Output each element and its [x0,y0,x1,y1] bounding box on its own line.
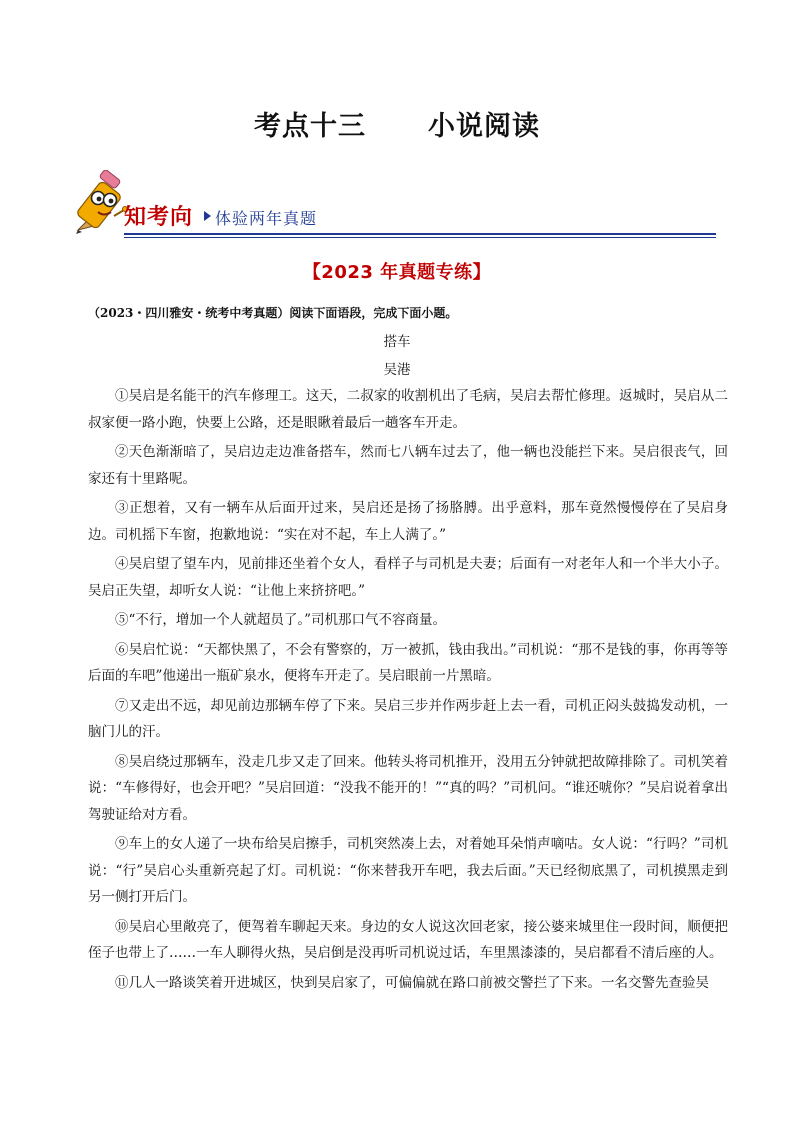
banner-subheading: 体验两年真题 [215,209,318,228]
paragraph: ①吴启是名能干的汽车修理工。这天，二叔家的收割机出了毛病，吴启去帮忙修理。返城时，吴启从二叔家便一路小跑，快要上公路，还是眼瞅着最后一趟客车开走。 [88,388,728,431]
paragraph: ⑪几人一路谈笑着开进城区，快到吴启家了，可偏偏就在路口前被交警拦了下来。一名交警先查验吴 [115,974,709,991]
paragraph: ⑥吴启忙说：“天都快黑了，不会有警察的，万一被抓，钱由我出。”司机说：“那不是钱的事，你再等等后面的车吧”他递出一瓶矿泉水，便将车开走了。吴启眼前一片黑暗。 [88,641,728,684]
paragraph: ④吴启望了望车内，见前排还坐着个女人，看样子与司机是夫妻；后面有一对老年人和一个半大小子。吴启正失望，却听女人说：“让他上来挤挤吧。” [88,556,728,599]
banner-rule-thin [124,237,716,238]
paragraph: ⑨车上的女人递了一块布给吴启擦手，司机突然凑上去，对着她耳朵悄声嘀咕。女人说：“行吗？”司机说：“行”吴启心头重新亮起了灯。司机说：“你来替我开车吧，我去后面。”天已经彻底黑了，司机摸黑走到另一侧打开后门。 [88,836,728,905]
paragraph: ⑧吴启绕过那辆车，没走几步又走了回来。他转头将司机推开，没用五分钟就把故障排除了。司机笑着说：“车修得好，也会开吧？”吴启回道：“没我不能开的！”“真的吗？”司机问。“谁还唬你？”吴启说着拿出驾驶证给对方看。 [88,753,728,823]
paragraph: ⑩吴启心里敞亮了，便驾着车聊起天来。身边的女人说这次回老家，接公婆来城里住一段时间，顺便把侄子也带上了……一车人聊得火热，吴启倒是没再听司机说过话，车里黑漆漆的，吴启都看不清后座的人。 [88,918,728,961]
story-author: 吴港 [383,362,411,378]
banner-heading: 知考向 [124,205,194,230]
title-topic-number: 考点十三 [254,111,366,142]
page-title [0,104,794,143]
pencil-mascot-icon [74,170,130,236]
section-title: 【2023 年真题专练】 [302,262,492,283]
story-body [88,383,728,999]
banner-rule [124,233,716,235]
paragraph: ②天色渐渐暗了，吴启边走边准备搭车，然而七八辆车过去了，他一辆也没能拦下来。吴启很丧气，回家还有十里路呢。 [88,444,728,487]
question-intro: （2023・四川雅安・统考中考真题）阅读下面语段，完成下面小题。 [88,306,458,320]
banner-arrow-icon [204,211,211,221]
paragraph: ⑤“不行，增加一个人就超员了。”司机那口气不容商量。 [115,612,447,628]
paragraph: ③正想着，又有一辆车从后面开过来，吴启还是扬了扬胳膊。出乎意料，那车竟然慢慢停在了吴启身边。司机摇下车窗，抱歉地说：“实在对不起，车上人满了。” [88,500,728,543]
section-banner [74,170,716,240]
paragraph: ⑦又走出不远，却见前边那辆车停了下来。吴启三步并作两步赶上去一看，司机正闷头鼓捣发动机，一脑门儿的汗。 [88,697,728,740]
title-topic-name: 小说阅读 [428,111,540,142]
story-title: 搭车 [383,334,411,350]
